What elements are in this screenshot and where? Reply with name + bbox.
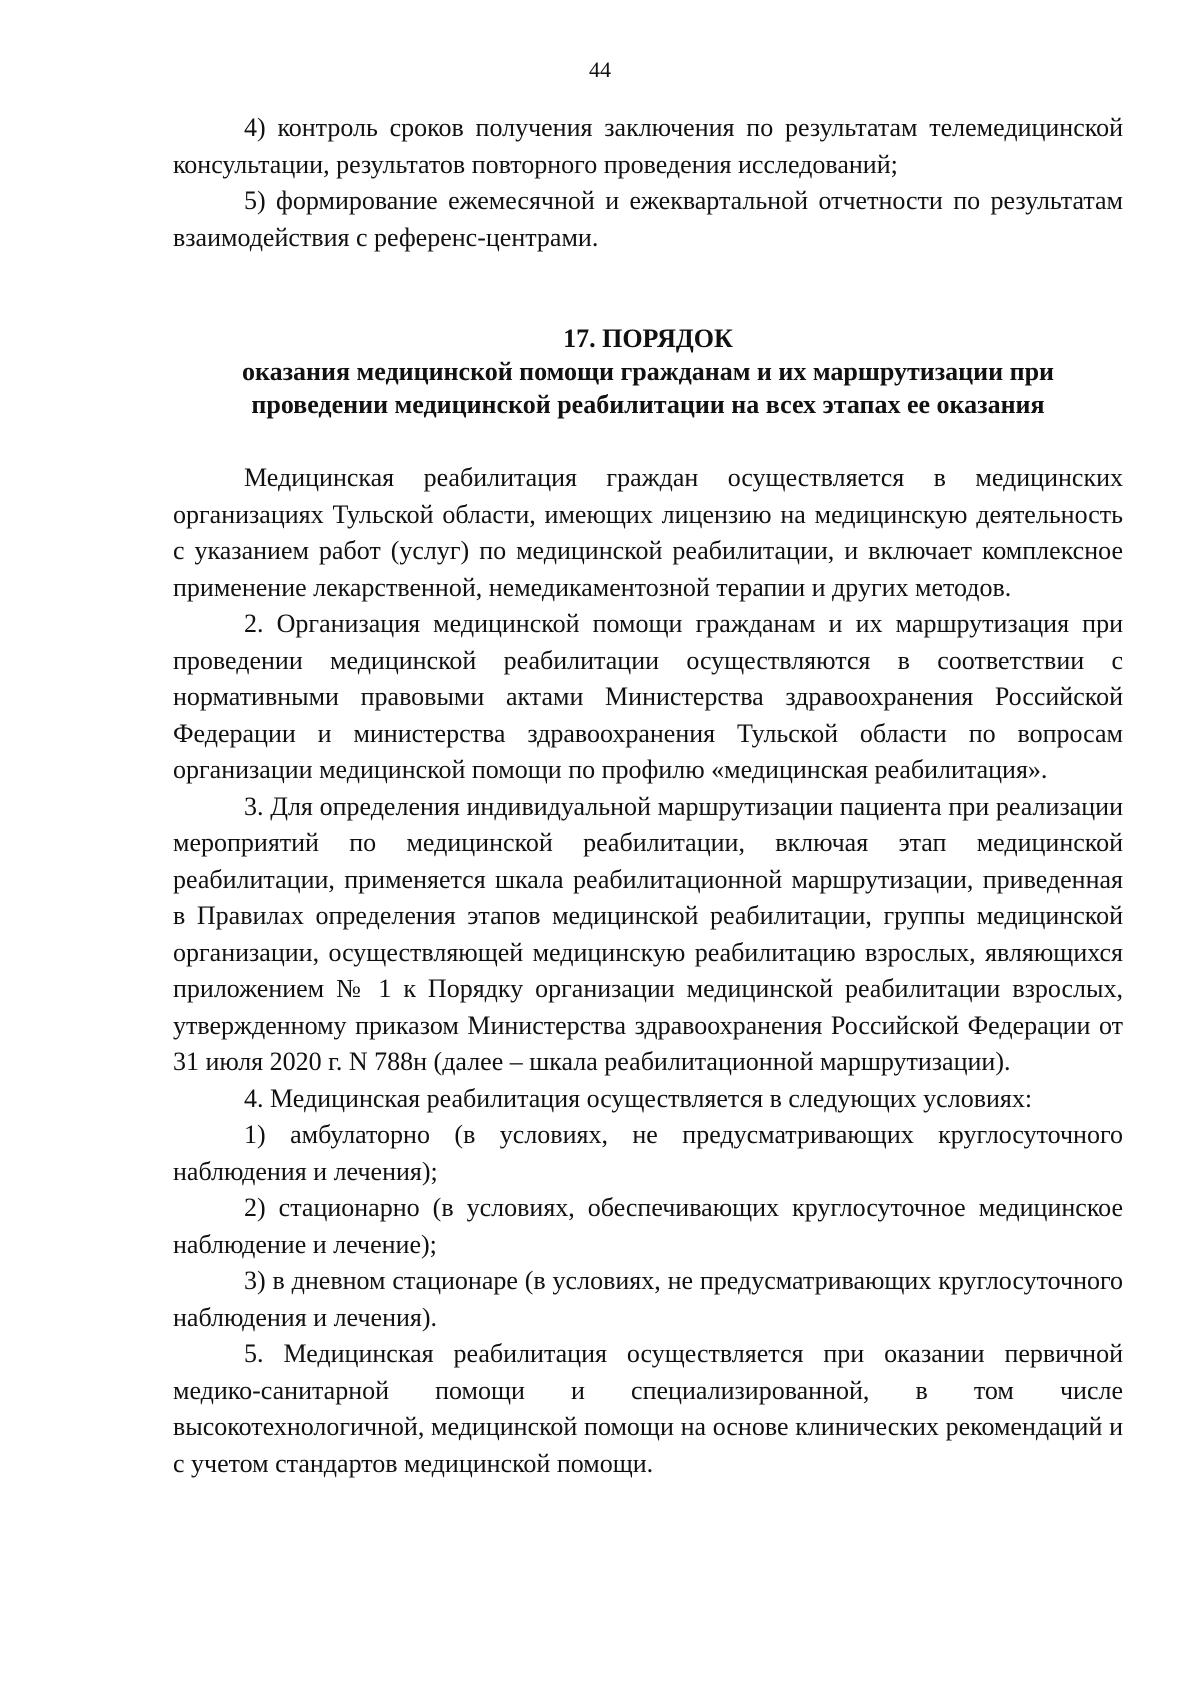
condition-item-3: 3) в дневном стационаре (в условиях, не предусматривающих круглосуточного наблюдения и лечения). bbox=[173, 1266, 1123, 1332]
paragraph-3: 3. Для определения индивидуальной маршрутизации пациента при реализации мероприятий по медицинской реабилитации, включая этап медицинской реабилитации, применяется шкала реабилитационной маршрутизации, приведенная в Правилах определения этапов медицинской реабилитации, группы медицинской организации, осуществляющей медицинскую реабилитацию взрослых, являющихся приложением № 1 к Порядку организации медицинской реабилитации взрослых, утвержденному приказом Министерства здравоохранения Российской Федерации от 31 июля 2020 г. N 788н (далее – шкала реабилитационной маршрутизации). bbox=[173, 791, 1123, 1076]
paragraph-4: 4. Медицинская реабилитация осуществляется в следующих условиях: bbox=[244, 1083, 1033, 1113]
paragraph-5: 5. Медицинская реабилитация осуществляется при оказании первичной медико-санитарной помощи и специализированной, в том числе высокотехнологичной, медицинской помощи на основе клинических рекомендаций и с учетом стандартов медицинской помощи. bbox=[173, 1339, 1123, 1478]
condition-item-2: 2) стационарно (в условиях, обеспечивающих круглосуточное медицинское наблюдение и лечение); bbox=[173, 1193, 1123, 1259]
section-title: 17. ПОРЯДОК bbox=[563, 324, 733, 353]
intro-list bbox=[173, 110, 1123, 256]
section-heading bbox=[173, 322, 1123, 421]
section-body bbox=[173, 460, 1123, 1482]
section-subtitle-line-1: оказания медицинской помощи гражданам и их маршрутизации при bbox=[241, 357, 1055, 386]
paragraph-2: 2. Организация медицинской помощи гражданам и их маршрутизация при проведении медицинской реабилитации осуществляются в соответствии с нормативными правовыми актами Министерства здравоохранения Российской Федерации и министерства здравоохранения Тульской области по вопросам организации медицинской помощи по профилю «медицинская реабилитация». bbox=[173, 609, 1123, 784]
paragraph-intro: Медицинская реабилитация граждан осуществляется в медицинских организациях Тульской области, имеющих лицензию на медицинскую деятельность с указанием работ (услуг) по медицинской реабилитации, и включает комплексное применение лекарственной, немедикаментозной терапии и других методов. bbox=[173, 463, 1123, 602]
page-number: 44 bbox=[589, 57, 611, 82]
list-item: 4) контроль сроков получения заключения по результатам телемедицинской консультации, результатов повторного проведения исследований; bbox=[173, 113, 1123, 179]
condition-item-1: 1) амбулаторно (в условиях, не предусматривающих круглосуточного наблюдения и лечения); bbox=[173, 1120, 1123, 1186]
list-item: 5) формирование ежемесячной и ежеквартальной отчетности по результатам взаимодействия с референс-центрами. bbox=[173, 186, 1123, 252]
section-subtitle-line-2: проведении медицинской реабилитации на всех этапах ее оказания bbox=[251, 390, 1045, 419]
